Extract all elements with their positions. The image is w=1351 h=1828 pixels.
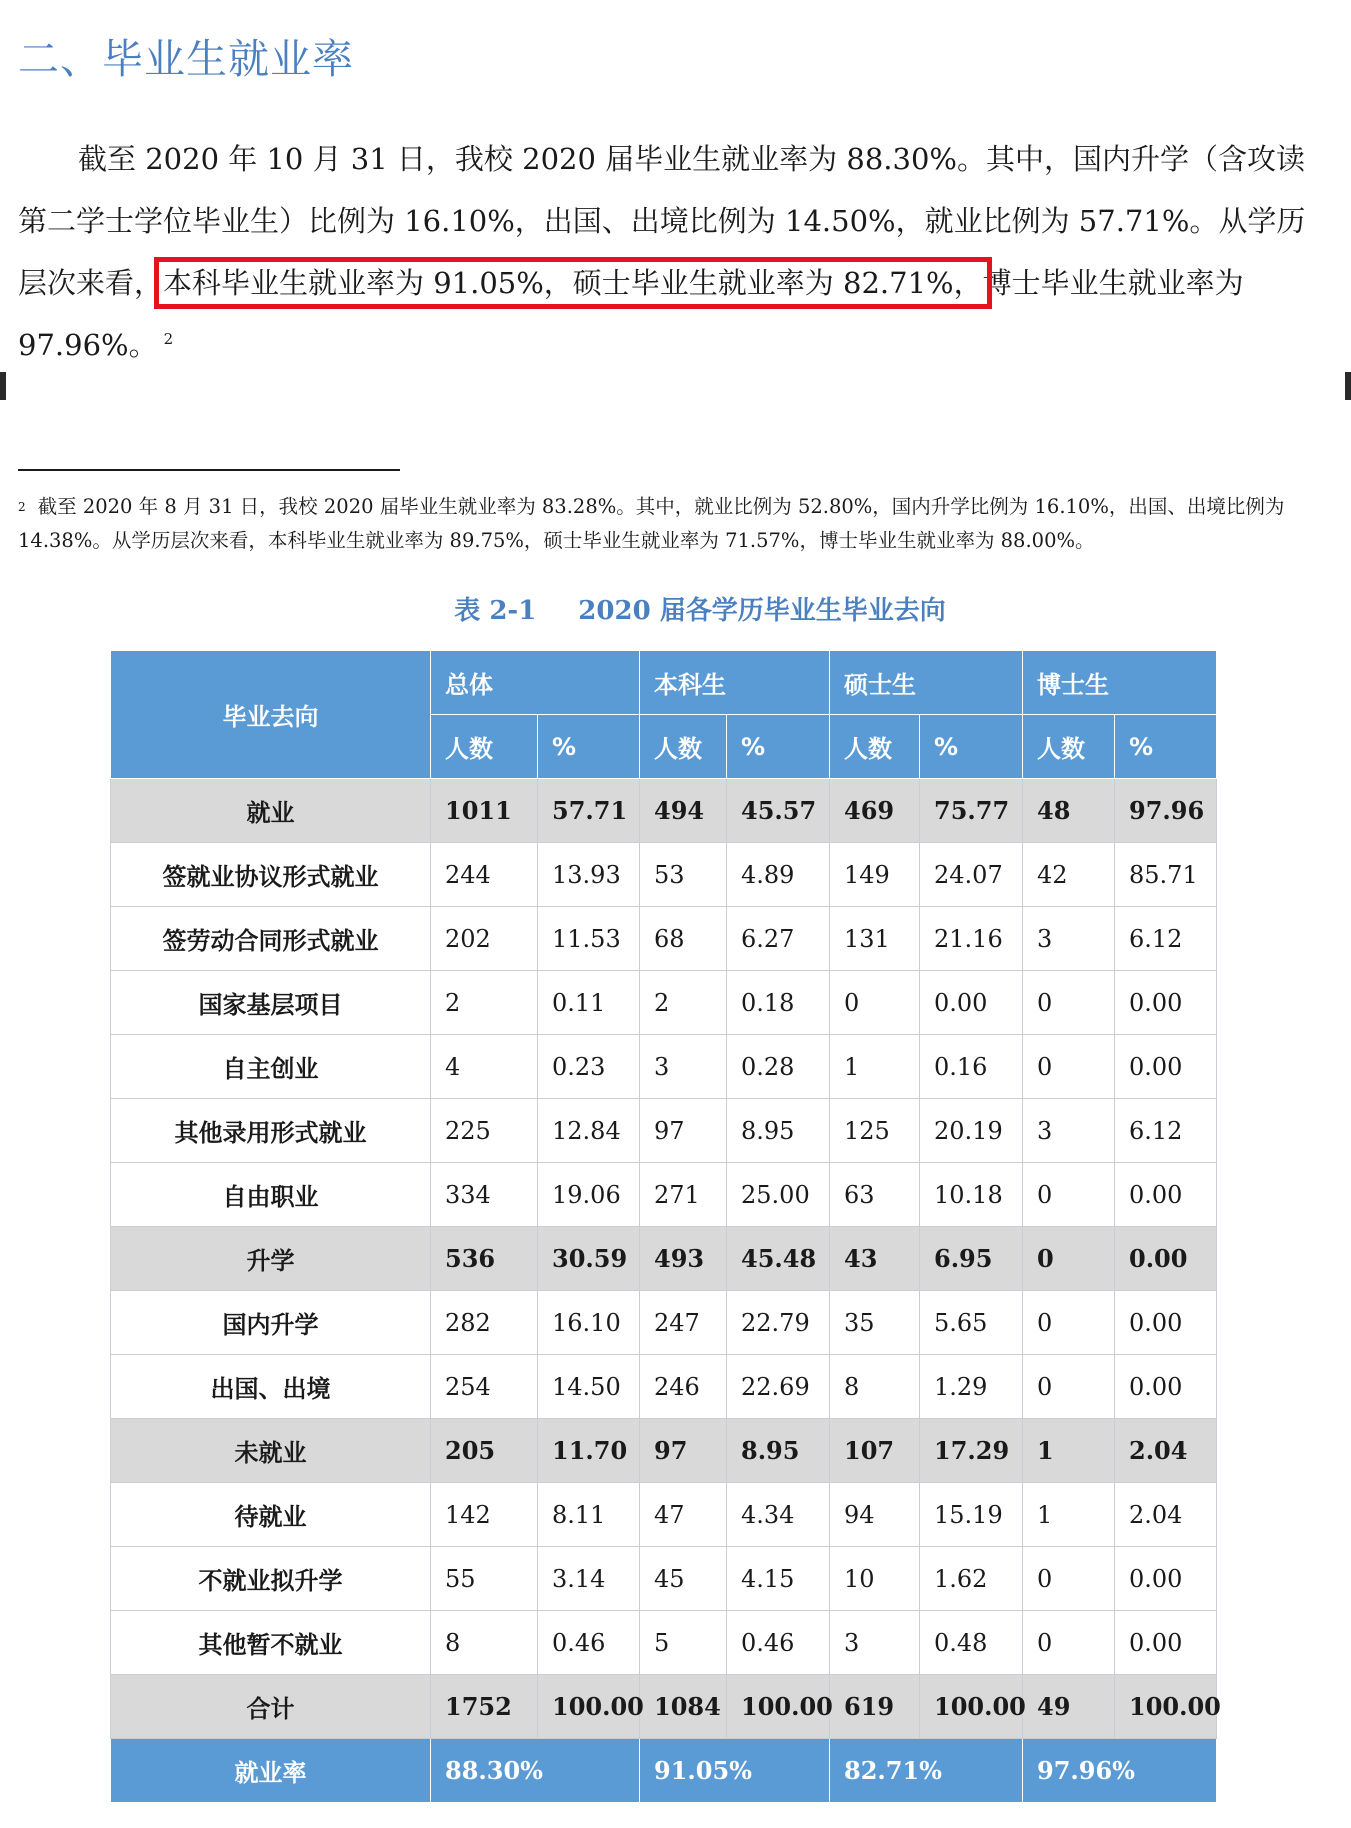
cell-percent: 8.95 [727, 1419, 830, 1483]
cell-count: 35 [830, 1291, 920, 1355]
cell-count: 97 [640, 1099, 727, 1163]
row-label: 升学 [111, 1227, 431, 1291]
row-label: 自主创业 [111, 1035, 431, 1099]
cell-count: 43 [830, 1227, 920, 1291]
table-row [111, 971, 1217, 1035]
row-label: 不就业拟升学 [111, 1547, 431, 1611]
cell-percent: 100.00 [1115, 1675, 1217, 1739]
graduate-destination-table [110, 650, 1221, 1803]
table-row [111, 1291, 1217, 1355]
sub-header-count: 人数 [1023, 715, 1115, 779]
cell-count: 254 [431, 1355, 538, 1419]
paragraph-part1: 截至 2020 年 10 月 31 日，我校 2020 届毕业生就业率为 88.30%。其中，国内升学（含攻读第二学士学位毕业生）比例为 16.10%，出国、出境比例为 14.50%，就业比例为 57.71%。从学历层次来看， [18, 142, 1306, 300]
cell-count: 48 [1023, 779, 1115, 843]
table-caption [0, 590, 1351, 627]
cell-count: 1084 [640, 1675, 727, 1739]
row-label: 签就业协议形式就业 [111, 843, 431, 907]
cell-percent: 85.71 [1115, 843, 1217, 907]
cell-percent: 12.84 [538, 1099, 640, 1163]
cell-percent: 100.00 [920, 1675, 1023, 1739]
cell-count: 1011 [431, 779, 538, 843]
cell-count: 244 [431, 843, 538, 907]
cell-count: 42 [1023, 843, 1115, 907]
cell-count: 63 [830, 1163, 920, 1227]
cell-percent: 45.57 [727, 779, 830, 843]
table-caption-label: 表 2-1 [454, 596, 537, 626]
cell-count: 149 [830, 843, 920, 907]
cell-count: 619 [830, 1675, 920, 1739]
cell-percent: 13.93 [538, 843, 640, 907]
cell-count: 0 [1023, 1163, 1115, 1227]
table-row [111, 907, 1217, 971]
footnote-reference[interactable]: 2 [163, 330, 174, 348]
cell-count: 494 [640, 779, 727, 843]
cell-percent: 57.71 [538, 779, 640, 843]
row-label: 未就业 [111, 1419, 431, 1483]
cell-count: 4 [431, 1035, 538, 1099]
cell-percent: 4.89 [727, 843, 830, 907]
table-caption-title: 2020 届各学历毕业生毕业去向 [578, 596, 946, 626]
cell-percent: 8.95 [727, 1099, 830, 1163]
sub-header-percent: % [538, 715, 640, 779]
cell-percent: 3.14 [538, 1547, 640, 1611]
row-label: 国家基层项目 [111, 971, 431, 1035]
cell-count: 94 [830, 1483, 920, 1547]
cell-percent: 0.00 [1115, 1355, 1217, 1419]
table-row [111, 1355, 1217, 1419]
cell-percent: 0.46 [538, 1611, 640, 1675]
cell-percent: 0.23 [538, 1035, 640, 1099]
cell-percent: 0.00 [1115, 1035, 1217, 1099]
cell-percent: 8.11 [538, 1483, 640, 1547]
cell-percent: 4.34 [727, 1483, 830, 1547]
table-row [111, 1227, 1217, 1291]
row-label: 就业 [111, 779, 431, 843]
table-row [111, 843, 1217, 907]
cell-count: 1 [1023, 1419, 1115, 1483]
highlighted-rates: 本科毕业生就业率为 91.05%，硕士毕业生就业率为 82.71%， [163, 266, 983, 300]
cell-percent: 19.06 [538, 1163, 640, 1227]
cell-count: 107 [830, 1419, 920, 1483]
sub-header-count: 人数 [640, 715, 727, 779]
cell-percent: 6.12 [1115, 1099, 1217, 1163]
cell-percent: 2.04 [1115, 1419, 1217, 1483]
sub-header-percent: % [920, 715, 1023, 779]
table-row [111, 1419, 1217, 1483]
row-label: 其他暂不就业 [111, 1611, 431, 1675]
rate-cell: 97.96% [1023, 1739, 1217, 1803]
cell-percent: 1.29 [920, 1355, 1023, 1419]
row-label: 签劳动合同形式就业 [111, 907, 431, 971]
cell-percent: 75.77 [920, 779, 1023, 843]
cell-count: 0 [1023, 1355, 1115, 1419]
cell-percent: 20.19 [920, 1099, 1023, 1163]
header-group-master: 硕士生 [830, 651, 1023, 715]
paragraph-part2: 博士毕业生就业率为 97.96%。 [18, 266, 1244, 362]
cell-count: 202 [431, 907, 538, 971]
cell-percent: 0.18 [727, 971, 830, 1035]
cell-count: 53 [640, 843, 727, 907]
cell-percent: 22.79 [727, 1291, 830, 1355]
page-edge-marker-right [1345, 372, 1351, 400]
cell-percent: 21.16 [920, 907, 1023, 971]
cell-count: 3 [1023, 907, 1115, 971]
cell-percent: 25.00 [727, 1163, 830, 1227]
rate-cell: 88.30% [431, 1739, 640, 1803]
cell-percent: 0.46 [727, 1611, 830, 1675]
cell-count: 205 [431, 1419, 538, 1483]
table-row [111, 1611, 1217, 1675]
cell-percent: 24.07 [920, 843, 1023, 907]
footnote-separator [18, 469, 400, 471]
cell-count: 68 [640, 907, 727, 971]
cell-count: 49 [1023, 1675, 1115, 1739]
cell-percent: 11.53 [538, 907, 640, 971]
table-row [111, 779, 1217, 843]
cell-percent: 0.28 [727, 1035, 830, 1099]
cell-count: 142 [431, 1483, 538, 1547]
section-heading: 二、毕业生就业率 [18, 35, 354, 83]
cell-count: 536 [431, 1227, 538, 1291]
cell-percent: 6.95 [920, 1227, 1023, 1291]
row-label: 国内升学 [111, 1291, 431, 1355]
cell-count: 10 [830, 1547, 920, 1611]
cell-count: 0 [1023, 1035, 1115, 1099]
table-row [111, 1547, 1217, 1611]
table-body [111, 779, 1221, 1803]
cell-count: 0 [830, 971, 920, 1035]
cell-count: 334 [431, 1163, 538, 1227]
cell-count: 0 [1023, 1291, 1115, 1355]
cell-count: 469 [830, 779, 920, 843]
cell-percent: 97.96 [1115, 779, 1217, 843]
cell-count: 131 [830, 907, 920, 971]
cell-percent: 45.48 [727, 1227, 830, 1291]
cell-count: 2 [431, 971, 538, 1035]
page-edge-marker-left [0, 372, 6, 400]
table-row [111, 1483, 1217, 1547]
sub-header-count: 人数 [830, 715, 920, 779]
cell-percent: 0.00 [1115, 1163, 1217, 1227]
cell-count: 47 [640, 1483, 727, 1547]
table-row [111, 1163, 1217, 1227]
cell-percent: 0.48 [920, 1611, 1023, 1675]
cell-percent: 0.00 [1115, 1547, 1217, 1611]
cell-percent: 15.19 [920, 1483, 1023, 1547]
header-group-doctor: 博士生 [1023, 651, 1217, 715]
cell-count: 246 [640, 1355, 727, 1419]
cell-count: 55 [431, 1547, 538, 1611]
row-label: 待就业 [111, 1483, 431, 1547]
cell-count: 1 [1023, 1483, 1115, 1547]
row-label: 其他录用形式就业 [111, 1099, 431, 1163]
table-row [111, 1035, 1217, 1099]
rate-cell: 82.71% [830, 1739, 1023, 1803]
rate-row-label: 就业率 [111, 1739, 431, 1803]
cell-percent: 16.10 [538, 1291, 640, 1355]
cell-percent: 4.15 [727, 1547, 830, 1611]
footnote [18, 490, 1338, 558]
cell-count: 2 [640, 971, 727, 1035]
cell-percent: 1.62 [920, 1547, 1023, 1611]
table-row [111, 1099, 1217, 1163]
sub-header-percent: % [727, 715, 830, 779]
cell-percent: 14.50 [538, 1355, 640, 1419]
cell-percent: 0.16 [920, 1035, 1023, 1099]
cell-count: 493 [640, 1227, 727, 1291]
cell-percent: 2.04 [1115, 1483, 1217, 1547]
cell-count: 125 [830, 1099, 920, 1163]
cell-count: 0 [1023, 1611, 1115, 1675]
cell-count: 8 [830, 1355, 920, 1419]
cell-count: 3 [830, 1611, 920, 1675]
cell-percent: 6.27 [727, 907, 830, 971]
cell-percent: 0.00 [1115, 1291, 1217, 1355]
cell-count: 247 [640, 1291, 727, 1355]
summary-paragraph [18, 128, 1328, 376]
cell-percent: 0.00 [1115, 1611, 1217, 1675]
row-label: 出国、出境 [111, 1355, 431, 1419]
row-label: 合计 [111, 1675, 431, 1739]
cell-count: 1752 [431, 1675, 538, 1739]
header-group-bachelor: 本科生 [640, 651, 830, 715]
cell-count: 225 [431, 1099, 538, 1163]
table-group-header [111, 651, 1217, 715]
cell-percent: 0.00 [1115, 1227, 1217, 1291]
cell-percent: 10.18 [920, 1163, 1023, 1227]
cell-percent: 0.00 [920, 971, 1023, 1035]
cell-percent: 11.70 [538, 1419, 640, 1483]
cell-percent: 5.65 [920, 1291, 1023, 1355]
rate-cell: 91.05% [640, 1739, 830, 1803]
footnote-number: 2 [18, 500, 26, 514]
cell-count: 3 [1023, 1099, 1115, 1163]
cell-percent: 100.00 [727, 1675, 830, 1739]
cell-percent: 17.29 [920, 1419, 1023, 1483]
cell-count: 1 [830, 1035, 920, 1099]
cell-percent: 30.59 [538, 1227, 640, 1291]
header-group-overall: 总体 [431, 651, 640, 715]
cell-percent: 100.00 [538, 1675, 640, 1739]
cell-count: 0 [1023, 1547, 1115, 1611]
cell-percent: 22.69 [727, 1355, 830, 1419]
sub-header-percent: % [1115, 715, 1217, 779]
cell-count: 5 [640, 1611, 727, 1675]
cell-count: 282 [431, 1291, 538, 1355]
header-destination: 毕业去向 [111, 651, 431, 779]
cell-percent: 0.00 [1115, 971, 1217, 1035]
sub-header-count: 人数 [431, 715, 538, 779]
cell-count: 0 [1023, 971, 1115, 1035]
cell-count: 45 [640, 1547, 727, 1611]
cell-percent: 6.12 [1115, 907, 1217, 971]
cell-count: 0 [1023, 1227, 1115, 1291]
cell-count: 8 [431, 1611, 538, 1675]
cell-count: 3 [640, 1035, 727, 1099]
cell-count: 271 [640, 1163, 727, 1227]
footnote-text: 截至 2020 年 8 月 31 日，我校 2020 届毕业生就业率为 83.28%。其中，就业比例为 52.80%，国内升学比例为 16.10%，出国、出境比例为 14.38%。从学历层次来看，本科毕业生就业率为 89.75%，硕士毕业生就业率为 71.57%，博士毕业生就业率为 88.00%。 [18, 495, 1285, 552]
employment-rate-row [111, 1739, 1217, 1803]
table-row [111, 1675, 1217, 1739]
row-label: 自由职业 [111, 1163, 431, 1227]
cell-count: 97 [640, 1419, 727, 1483]
cell-percent: 0.11 [538, 971, 640, 1035]
